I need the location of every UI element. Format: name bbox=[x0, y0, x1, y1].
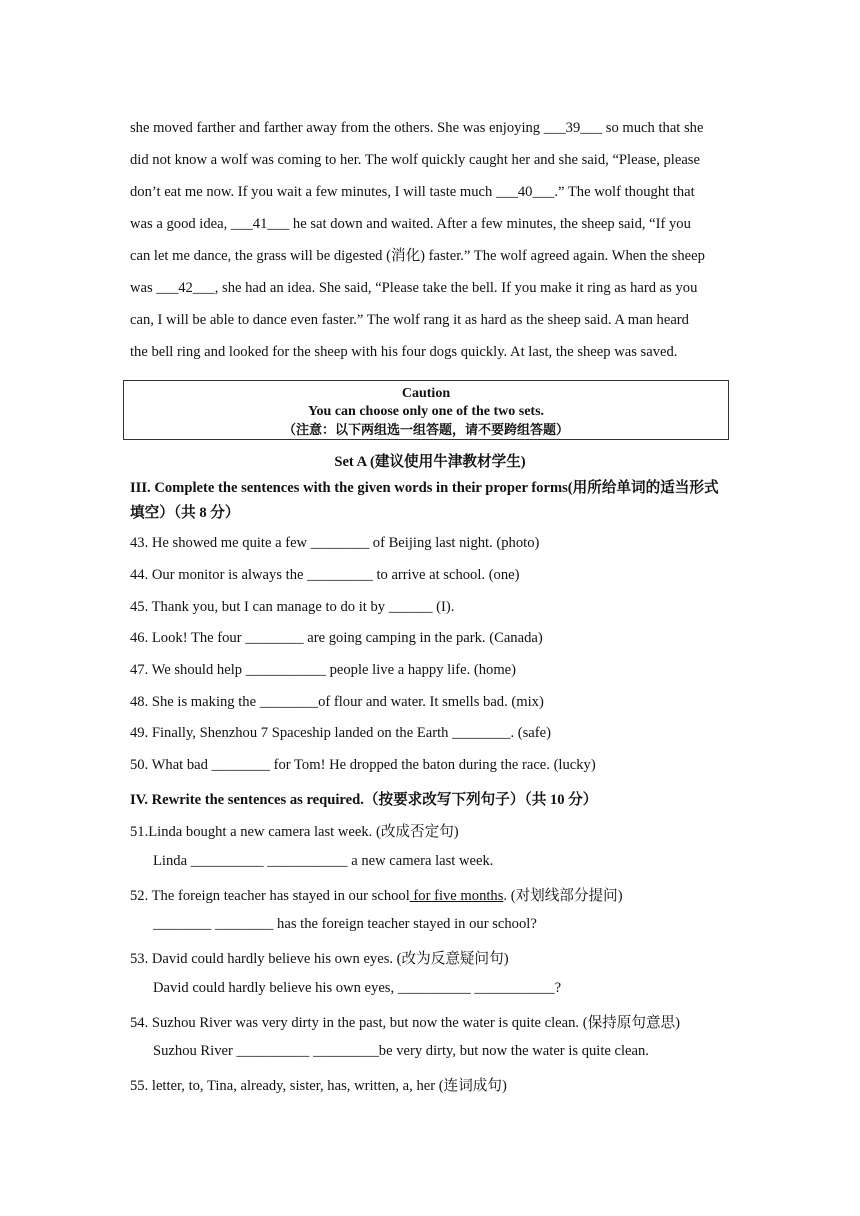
caution-note: （注意：以下两组选一组答题，请不要跨组答题） bbox=[282, 422, 569, 437]
question-47: 47. We should help ___________ people live a happy life. (home) bbox=[130, 662, 517, 678]
underlined-phrase: for five months bbox=[409, 888, 504, 904]
reading-passage bbox=[130, 112, 732, 368]
answer-line-52: ________ ________ has the foreign teacher stayed in our school? bbox=[153, 916, 537, 932]
question-46: 46. Look! The four ________ are going camping in the park. (Canada) bbox=[130, 630, 543, 646]
passage-line: can let me dance, the grass will be digested (消化) faster.” The wolf agreed again. When the sheep bbox=[130, 248, 705, 264]
question-51: 51.Linda bought a new camera last week. (改成否定句) bbox=[130, 824, 459, 840]
question-50: 50. What bad ________ for Tom! He dropped the baton during the race. (lucky) bbox=[130, 757, 596, 773]
passage-line: was a good idea, ___41___ he sat down and waited. After a few minutes, the sheep said, “If you bbox=[130, 216, 691, 232]
passage-line: was ___42___, she had an idea. She said, “Please take the bell. If you make it ring as hard as you bbox=[130, 280, 698, 296]
section-3-heading-cont: 填空）（共 8 分） bbox=[130, 505, 240, 521]
section-4-heading: IV. Rewrite the sentences as required.（按要求改写下列句子）（共 10 分） bbox=[130, 792, 598, 808]
question-49: 49. Finally, Shenzhou 7 Spaceship landed on the Earth ________. (safe) bbox=[130, 725, 551, 741]
question-43: 43. He showed me quite a few ________ of Beijing last night. (photo) bbox=[130, 535, 540, 551]
question-54: 54. Suzhou River was very dirty in the past, but now the water is quite clean. (保持原句意思) bbox=[130, 1015, 680, 1031]
passage-line: the bell ring and looked for the sheep with his four dogs quickly. At last, the sheep was saved. bbox=[130, 344, 678, 360]
section-3-heading: III. Complete the sentences with the given words in their proper forms(用所给单词的适当形式 bbox=[130, 480, 719, 496]
caution-line: You can choose only one of the two sets. bbox=[307, 404, 545, 419]
answer-line-51: Linda __________ ___________ a new camera last week. bbox=[153, 853, 494, 869]
question-45: 45. Thank you, but I can manage to do it by ______ (I). bbox=[130, 599, 455, 615]
passage-line: did not know a wolf was coming to her. The wolf quickly caught her and she said, “Please, please bbox=[130, 152, 700, 168]
question-52-instruction: . (对划线部分提问) bbox=[503, 888, 623, 904]
question-48: 48. She is making the ________of flour and water. It smells bad. (mix) bbox=[130, 694, 544, 710]
question-52 bbox=[130, 884, 623, 905]
question-53: 53. David could hardly believe his own eyes. (改为反意疑问句) bbox=[130, 951, 509, 967]
passage-line: can, I will be able to dance even faster.” The wolf rang it as hard as the sheep said. A man heard bbox=[130, 312, 689, 328]
passage-line: she moved farther and farther away from the others. She was enjoying ___39___ so much that she bbox=[130, 120, 704, 136]
set-a-heading: Set A (建议使用牛津教材学生) bbox=[334, 454, 526, 470]
answer-line-54: Suzhou River __________ _________be very dirty, but now the water is quite clean. bbox=[153, 1043, 649, 1059]
question-44: 44. Our monitor is always the _________ to arrive at school. (one) bbox=[130, 567, 520, 583]
question-55: 55. letter, to, Tina, already, sister, has, written, a, her (连词成句) bbox=[130, 1078, 507, 1094]
answer-line-53: David could hardly believe his own eyes, __________ ___________? bbox=[153, 980, 562, 996]
caution-title: Caution bbox=[401, 386, 451, 401]
caution-box bbox=[123, 380, 729, 440]
question-52-text: 52. The foreign teacher has stayed in our school bbox=[130, 888, 410, 904]
passage-line: don’t eat me now. If you wait a few minutes, I will taste much ___40___.” The wolf thought that bbox=[130, 184, 695, 200]
